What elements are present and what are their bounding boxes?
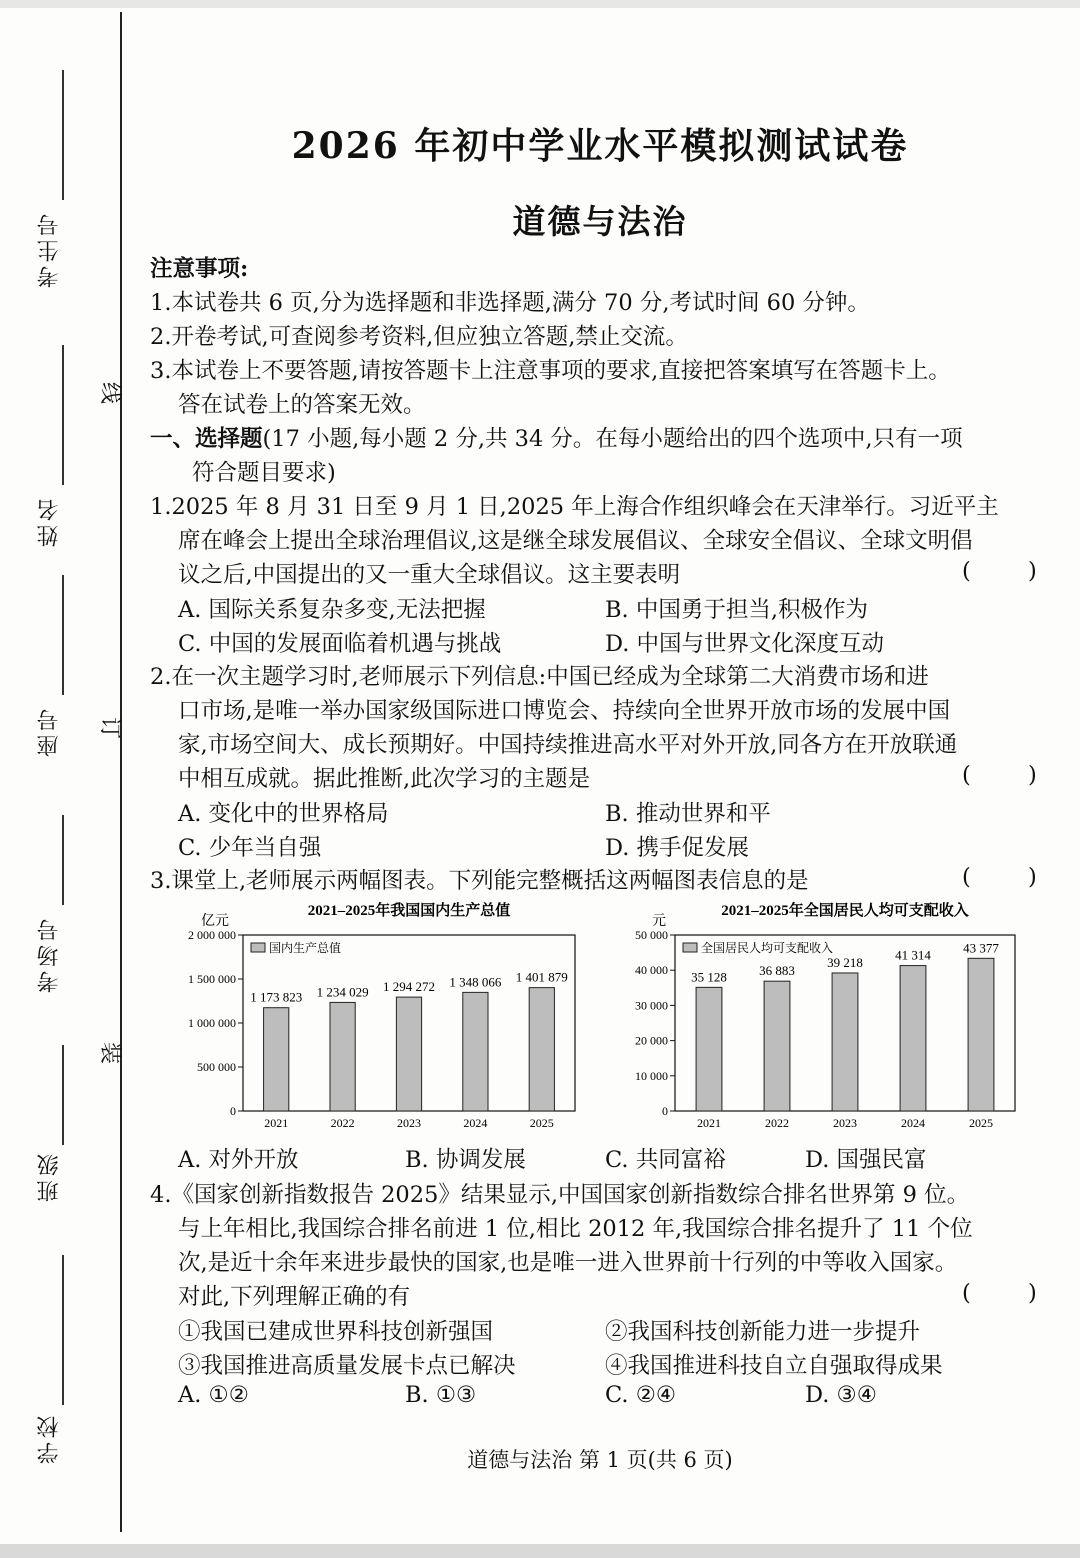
q3-option-a: A. 对外开放 [178, 1147, 299, 1173]
binding-line [120, 12, 122, 1532]
legend-swatch [683, 943, 697, 952]
q2-line-2: 口市场,是唯一举办国家级国际进口博览会、持续向全世界开放市场的发展中国 [178, 698, 951, 724]
q2-line-3: 家,市场空间大、成长预期好。中国持续推进高水平对外开放,同各方在开放联通 [178, 732, 958, 758]
q4-option-d: D. ③④ [805, 1382, 877, 1408]
q4-statement-3: ③我国推进高质量发展卡点已解决 [178, 1353, 516, 1379]
notice-item-1: 1.本试卷共 6 页,分为选择题和非选择题,满分 70 分,考试时间 60 分钟。 [150, 290, 870, 316]
q1-line-2: 席在峰会上提出全球治理倡议,这是继全球发展倡议、全球安全倡议、全球文明倡 [178, 528, 973, 554]
bar [696, 987, 722, 1111]
q2-option-c: C. 少年当自强 [178, 835, 322, 861]
bar-value-label: 1 234 029 [316, 984, 369, 1000]
q1-option-d: D. 中国与世界文化深度互动 [605, 631, 885, 657]
q4-answer-paren: ( ) [962, 1280, 1037, 1306]
bar-value-label: 1 401 879 [515, 969, 568, 985]
q4-line-4: 对此,下列理解正确的有 [178, 1284, 411, 1310]
notice-item-3-cont: 答在试卷上的答案无效。 [178, 392, 426, 418]
y-axis-unit: 亿元 [201, 914, 229, 929]
q4-statement-1: ①我国已建成世界科技创新强国 [178, 1319, 494, 1345]
bar [764, 981, 790, 1111]
y-tick-label: 40 000 [635, 963, 668, 978]
q3-option-d: D. 国强民富 [805, 1147, 927, 1173]
section1-label: 一、选择题 [150, 426, 263, 452]
y-tick-label: 0 [662, 1104, 668, 1118]
legend-label: 全国居民人均可支配收入 [701, 941, 834, 955]
bar [330, 1002, 355, 1111]
bar [463, 992, 488, 1111]
y-tick-label: 2 000 000 [188, 928, 236, 942]
y-tick-label: 10 000 [635, 1068, 668, 1083]
name-label: 姓名 [37, 495, 62, 547]
q1-answer-paren: ( ) [962, 558, 1037, 584]
page-footer: 道德与法治 第 1 页(共 6 页) [467, 1448, 733, 1472]
chart-title: 2021–2025年我国国内生产总值 [307, 903, 511, 919]
q2-line-4: 中相互成就。据此推断,此次学习的主题是 [178, 766, 591, 792]
seat-no-label: 座号 [37, 705, 62, 757]
school-label: 学校 [37, 1412, 62, 1464]
exam-title: 2026 年初中学业水平模拟测试试卷 [291, 125, 909, 167]
bar [900, 966, 926, 1111]
y-tick-label: 20 000 [635, 1033, 668, 1048]
top-band [0, 0, 1080, 8]
class-rule [62, 1045, 64, 1145]
subject-title: 道德与法治 [512, 202, 688, 241]
q1-option-c: C. 中国的发展面临着机遇与挑战 [178, 631, 502, 657]
bar-value-label: 43 377 [963, 940, 999, 956]
bar-value-label: 36 883 [759, 963, 795, 979]
bar [968, 958, 994, 1111]
legend-label: 国内生产总值 [269, 941, 342, 955]
bar-value-label: 1 173 823 [250, 989, 303, 1005]
x-tick-label: 2021 [264, 1116, 289, 1130]
notice-item-2: 2.开卷考试,可查阅参考资料,但应独立答题,禁止交流。 [150, 324, 688, 350]
q3-option-b: B. 协调发展 [405, 1147, 526, 1173]
bind-mark-xian: 线 [100, 378, 123, 404]
notice-item-3: 3.本试卷上不要答题,请按答题卡上注意事项的要求,直接把答案填写在答题卡上。 [150, 358, 951, 384]
bar [264, 1008, 289, 1111]
y-tick-label: 50 000 [635, 928, 668, 942]
bar-value-label: 39 218 [827, 954, 863, 970]
x-tick-label: 2023 [397, 1116, 421, 1130]
y-tick-label: 1 000 000 [188, 1016, 236, 1030]
bar [529, 988, 554, 1111]
q3-option-c: C. 共同富裕 [605, 1147, 726, 1173]
q4-line-2: 与上年相比,我国综合排名前进 1 位,相比 2012 年,我国综合排名提升了 11 个位 [178, 1216, 973, 1242]
bar [832, 973, 858, 1111]
q1-option-a: A. 国际关系复杂多变,无法把握 [178, 597, 486, 623]
x-tick-label: 2025 [529, 1116, 554, 1130]
q4-line-3: 次,是近十余年来进步最快的国家,也是唯一进入世界前十行列的中等收入国家。 [178, 1250, 958, 1276]
exam-no-rule [62, 70, 64, 200]
q2-line-1: 2.在一次主题学习时,老师展示下列信息:中国已经成为全球第二大消费市场和进 [150, 664, 929, 690]
x-tick-label: 2021 [697, 1116, 721, 1130]
x-tick-label: 2024 [901, 1116, 925, 1130]
section1-header [150, 422, 1050, 456]
q1-line-1: 1.2025 年 8 月 31 日至 9 月 1 日,2025 年上海合作组织峰会在天津举行。习近平主 [150, 494, 999, 520]
x-tick-label: 2023 [833, 1116, 857, 1130]
q4-option-a: A. ①② [178, 1382, 249, 1408]
room-no-label: 考场号 [37, 915, 62, 993]
q4-statement-4: ④我国推进科技自立自强取得成果 [605, 1353, 943, 1379]
q2-answer-paren: ( ) [962, 762, 1037, 788]
q4-statement-2: ②我国科技创新能力进一步提升 [605, 1319, 921, 1345]
y-tick-label: 500 000 [197, 1060, 236, 1074]
name-rule [62, 345, 64, 485]
q2-option-b: B. 推动世界和平 [605, 801, 771, 827]
y-axis-unit: 元 [652, 914, 666, 929]
q1-option-b: B. 中国勇于担当,积极作为 [605, 597, 868, 623]
school-rule [62, 1255, 64, 1405]
bar [396, 997, 421, 1111]
bar-value-label: 1 348 066 [449, 974, 502, 990]
bar-value-label: 41 314 [895, 947, 931, 963]
chart-title: 2021–2025年全国居民人均可支配收入 [721, 903, 969, 919]
x-tick-label: 2022 [330, 1116, 355, 1130]
income-chart [615, 895, 1035, 1135]
q4-line-1: 4.《国家创新指数报告 2025》结果显示,中国国家创新指数综合排名世界第 9 位。 [150, 1182, 970, 1208]
y-tick-label: 30 000 [635, 998, 668, 1013]
q2-option-d: D. 携手促发展 [605, 835, 750, 861]
q4-option-b: B. ①③ [405, 1382, 477, 1408]
bind-mark-zhuang: 装 [100, 1038, 123, 1064]
bar-value-label: 1 294 272 [383, 979, 435, 995]
section1-desc: (17 小题,每小题 2 分,共 34 分。在每小题给出的四个选项中,只有一项 [262, 426, 963, 452]
gdp-chart [175, 895, 595, 1135]
q3-line: 3.课堂上,老师展示两幅图表。下列能完整概括这两幅图表信息的是 [150, 868, 809, 894]
y-tick-label: 1 500 000 [188, 972, 236, 986]
section1-desc-cont: 符合题目要求) [192, 460, 336, 486]
notice-heading: 注意事项: [150, 256, 249, 282]
class-label: 班级 [37, 1150, 62, 1202]
bar-value-label: 35 128 [691, 969, 727, 985]
q3-answer-paren: ( ) [962, 864, 1037, 890]
x-tick-label: 2025 [969, 1116, 993, 1130]
exam-no-label: 考生号 [37, 210, 62, 288]
legend-swatch [251, 943, 265, 952]
bottom-band [0, 1544, 1080, 1558]
x-tick-label: 2022 [765, 1116, 789, 1130]
q4-option-c: C. ②④ [605, 1382, 677, 1408]
bind-mark-ding: 订 [100, 713, 123, 739]
x-tick-label: 2024 [463, 1116, 488, 1130]
q2-option-a: A. 变化中的世界格局 [178, 801, 389, 827]
q1-line-3: 议之后,中国提出的又一重大全球倡议。这主要表明 [178, 562, 681, 588]
y-tick-label: 0 [230, 1104, 236, 1118]
seat-no-rule [62, 575, 64, 695]
room-no-rule [62, 815, 64, 905]
